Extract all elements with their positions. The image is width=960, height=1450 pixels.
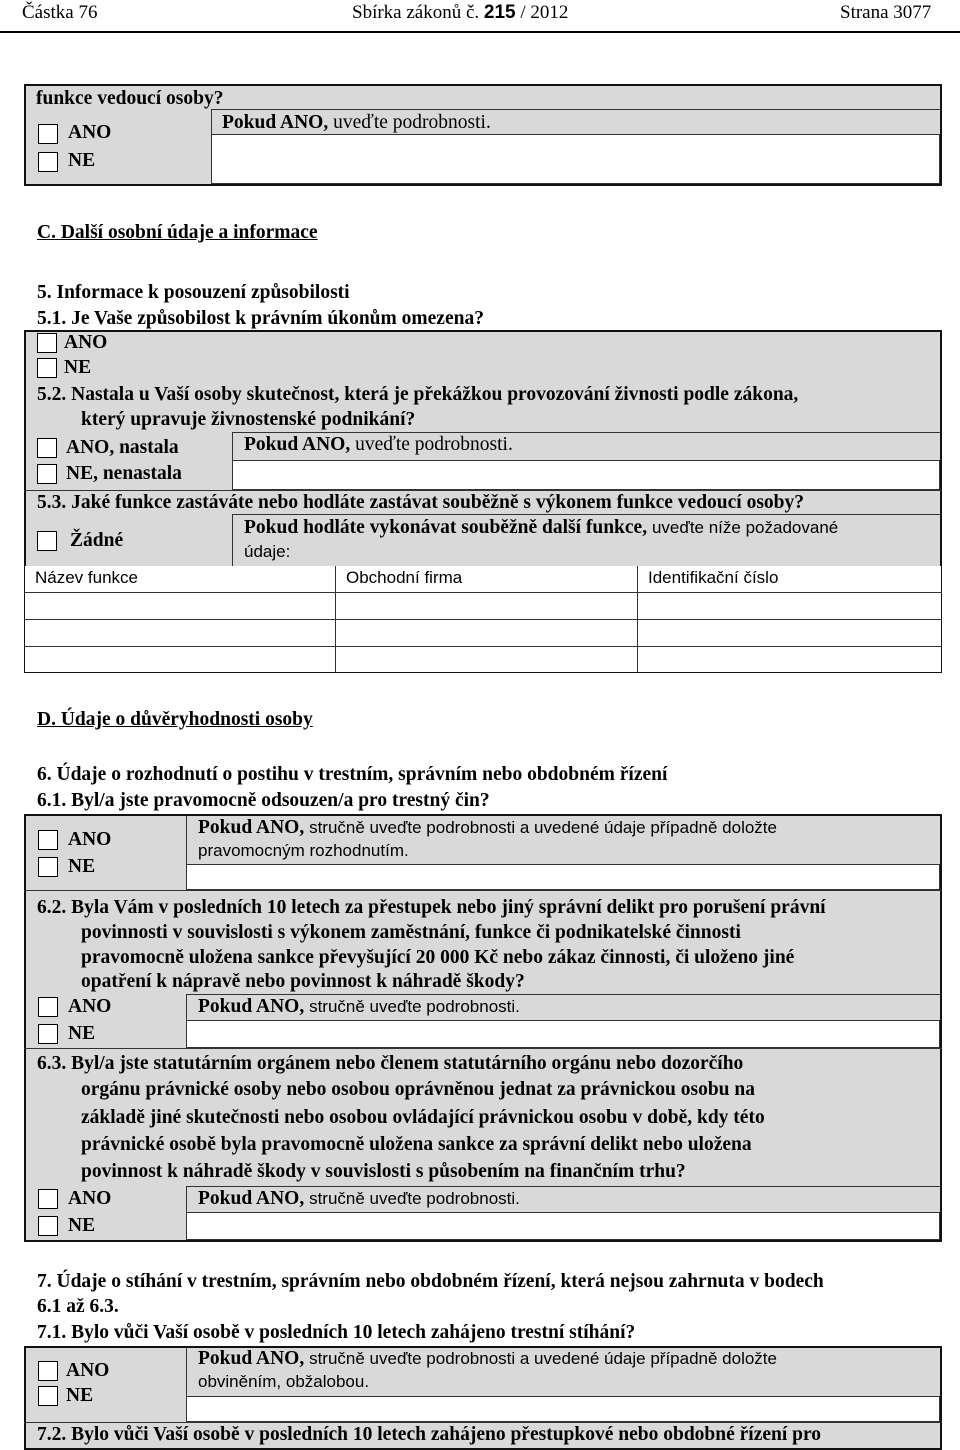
q61-no-checkbox[interactable] xyxy=(38,857,58,877)
section-6-title: 6. Údaje o rozhodnutí o postihu v trestním, správním nebo obdobném řízení xyxy=(37,764,668,785)
question-6-2-line1: 6.2. Byla Vám v posledních 10 letech za přestupek nebo jiný správní delikt pro porušení právní xyxy=(37,897,826,918)
q71-details-field[interactable] xyxy=(186,1396,940,1422)
collection-prefix: Sbírka zákonů č. xyxy=(352,2,480,23)
question-6-3-line4: právnické osobě byla pravomocně uložena sankce za správní delikt nebo uložena xyxy=(81,1134,752,1155)
question-6-2-line3: pravomocně uložena sankce převyšující 20 000 Kč nebo zákaz činnosti, či uloženo jiné xyxy=(81,947,795,968)
q63-details-field[interactable] xyxy=(186,1212,940,1240)
question-7-2: 7.2. Bylo vůči Vaší osobě v posledních 10 letech zahájeno přestupkové nebo obdobné řízení pro xyxy=(37,1424,822,1445)
table-header-id: Identifikační číslo xyxy=(648,568,779,587)
q71-details-line2: obviněním, obžalobou. xyxy=(198,1372,370,1391)
q62-details-field[interactable] xyxy=(186,1020,940,1048)
q61-details-line2: pravomocným rozhodnutím. xyxy=(198,841,409,860)
question-6-3-line5: povinnost k náhradě škody v souvislosti s působením na finančním trhu? xyxy=(81,1161,686,1182)
q62-no-label: NE xyxy=(68,1023,96,1044)
q61-details-field[interactable] xyxy=(186,864,940,890)
q71-yes-checkbox[interactable] xyxy=(38,1361,58,1381)
section-d-title: D. Údaje o důvěryhodnosti osoby xyxy=(37,709,313,730)
header-collection xyxy=(352,2,568,24)
q52-yes-checkbox[interactable] xyxy=(37,438,57,458)
table-row[interactable] xyxy=(25,593,335,619)
question-6-3-line1: 6.3. Byl/a jste statutárním orgánem nebo členem statutárního orgánu nebo dozorčího xyxy=(37,1053,744,1074)
q62-no-checkbox[interactable] xyxy=(38,1024,58,1044)
q61-details-line1: Pokud ANO, stručně uveďte podrobnosti a uvedené údaje případně doložte xyxy=(198,817,777,838)
table-row[interactable] xyxy=(25,647,335,672)
q63-no-checkbox[interactable] xyxy=(38,1216,58,1236)
question-6-3-line3: základě jiné skutečnosti nebo osobou ovládající právnickou osobu v době, kdy této xyxy=(81,1107,765,1128)
question-7-1: 7.1. Bylo vůči Vaší osobě v posledních 10 letech zahájeno trestní stíhání? xyxy=(37,1322,636,1343)
q52-details-label: Pokud ANO, uveďte podrobnosti. xyxy=(244,434,513,455)
question-6-2-line4: opatření k nápravě nebo povinnost k náhradě škody? xyxy=(81,971,525,992)
q51-no-label: NE xyxy=(64,357,92,378)
header-page: Strana 3077 xyxy=(840,2,932,23)
q71-no-checkbox[interactable] xyxy=(38,1386,58,1406)
q63-yes-label: ANO xyxy=(68,1188,112,1209)
header-part: Částka 76 xyxy=(22,2,98,23)
q71-details-line1: Pokud ANO, stručně uveďte podrobnosti a uvedené údaje případně doložte xyxy=(198,1348,777,1369)
table-row[interactable] xyxy=(25,620,335,646)
q52-no-label: NE, nenastala xyxy=(66,463,182,484)
q62-details-label: Pokud ANO, stručně uveďte podrobnosti. xyxy=(198,996,520,1017)
q62-yes-checkbox[interactable] xyxy=(38,997,58,1017)
collection-year: / 2012 xyxy=(520,2,569,23)
section-5-title: 5. Informace k posouzení způsobilosti xyxy=(37,282,350,303)
q51-yes-checkbox[interactable] xyxy=(37,333,57,353)
q53-none-checkbox[interactable] xyxy=(37,531,57,551)
question-5-2-line1: 5.2. Nastala u Vaší osoby skutečnost, která je překážkou provozování živnosti podle zákona, xyxy=(37,384,799,405)
q52-details-field[interactable] xyxy=(232,460,940,490)
question-5-1: 5.1. Je Vaše způsobilost k právním úkonům omezena? xyxy=(37,308,484,329)
q51-yes-label: ANO xyxy=(64,332,108,353)
q53-plan-line2: údaje: xyxy=(244,542,291,561)
top-yes-checkbox[interactable] xyxy=(38,124,58,144)
q51-no-checkbox[interactable] xyxy=(37,358,57,378)
q53-none-label: Žádné xyxy=(70,530,124,551)
top-no-label: NE xyxy=(68,150,96,171)
q63-no-label: NE xyxy=(68,1215,96,1236)
q63-details-label: Pokud ANO, stručně uveďte podrobnosti. xyxy=(198,1188,520,1209)
question-6-2-line2: povinnosti v souvislosti s výkonem zaměstnání, funkce či podnikatelské činnosti xyxy=(81,922,741,943)
q52-yes-label: ANO, nastala xyxy=(66,437,179,458)
section-7-title-line2: 6.1 až 6.3. xyxy=(37,1296,119,1317)
q71-no-label: NE xyxy=(66,1385,94,1406)
section-7-title-line1: 7. Údaje o stíhání v trestním, správním nebo obdobném řízení, která nejsou zahrnuta v bodech xyxy=(37,1271,824,1292)
q52-no-checkbox[interactable] xyxy=(37,464,57,484)
top-no-checkbox[interactable] xyxy=(38,152,58,172)
question-6-1: 6.1. Byl/a jste pravomocně odsouzen/a pro trestný čin? xyxy=(37,790,490,811)
top-yes-label: ANO xyxy=(68,122,112,143)
header-rule xyxy=(0,31,960,33)
top-details-field[interactable] xyxy=(211,134,940,184)
question-6-3-line2: orgánu právnické osoby nebo osobou oprávněnou jednat za právnickou osobu na xyxy=(81,1079,755,1100)
q61-yes-checkbox[interactable] xyxy=(38,830,58,850)
q62-yes-label: ANO xyxy=(68,996,112,1017)
q63-yes-checkbox[interactable] xyxy=(38,1189,58,1209)
q61-no-label: NE xyxy=(68,856,96,877)
section-c-title: C. Další osobní údaje a informace xyxy=(37,222,318,243)
top-details-label: Pokud ANO, uveďte podrobnosti. xyxy=(222,112,491,133)
question-5-2-line2: který upravuje živnostenské podnikání? xyxy=(81,409,416,430)
table-header-company: Obchodní firma xyxy=(346,568,463,587)
top-question: funkce vedoucí osoby? xyxy=(36,88,224,109)
collection-number: 215 xyxy=(483,2,516,23)
table-header-name: Název funkce xyxy=(35,568,138,587)
q71-yes-label: ANO xyxy=(66,1360,110,1381)
question-5-3: 5.3. Jaké funkce zastáváte nebo hodláte zastávat souběžně s výkonem funkce vedoucí osoby? xyxy=(37,492,805,513)
q53-plan-line1: Pokud hodláte vykonávat souběžně další funkce, uveďte níže požadované xyxy=(244,517,839,538)
q61-yes-label: ANO xyxy=(68,829,112,850)
